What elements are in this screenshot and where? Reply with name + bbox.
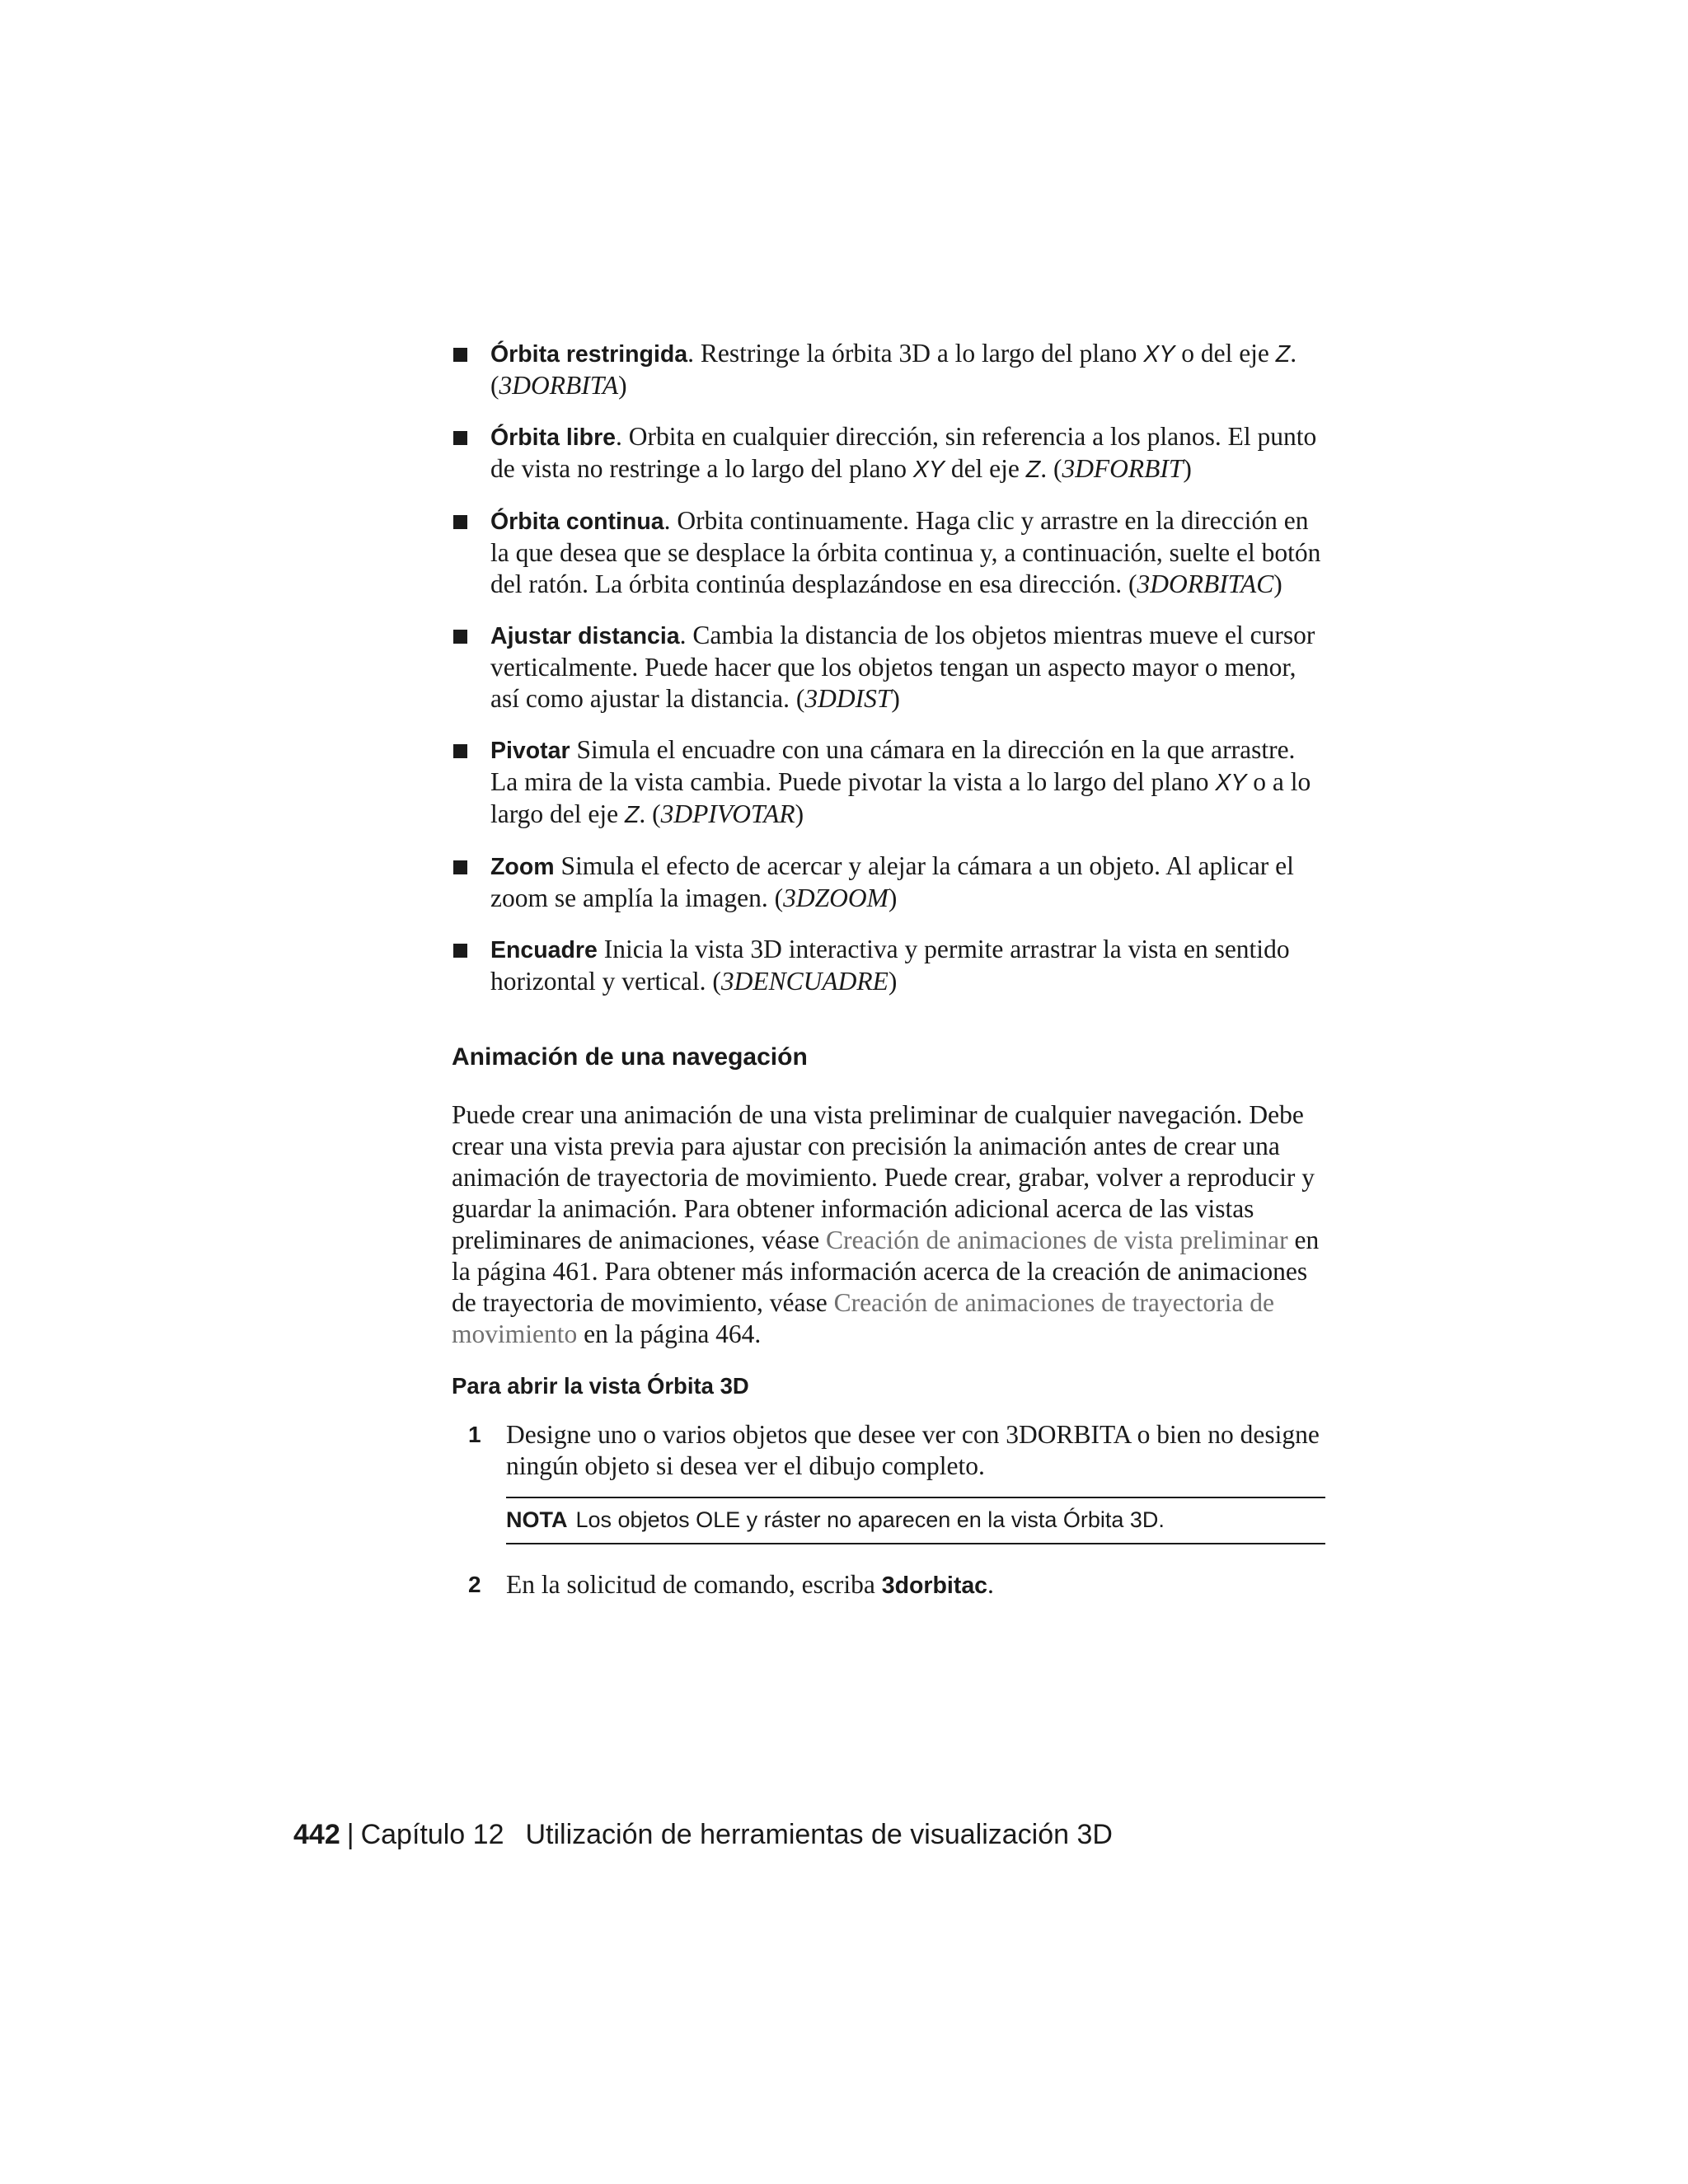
bullet-text: . ( — [639, 799, 661, 828]
bullet-text: ) — [618, 371, 627, 400]
section-paragraph — [452, 1099, 1325, 1350]
footer-separator: | — [346, 1819, 354, 1850]
list-item — [452, 421, 1325, 485]
bullet-term: Ajustar distancia — [490, 623, 680, 649]
note-box — [506, 1497, 1325, 1544]
bullet-text: del eje — [944, 454, 1026, 483]
section-heading: Animación de una navegación — [452, 1043, 808, 1071]
plane-label: XY — [1215, 770, 1247, 796]
bullet-square-icon — [453, 860, 467, 874]
bullet-term: Órbita continua — [490, 509, 664, 535]
step-text: . — [987, 1570, 994, 1599]
axis-label: Z — [1025, 457, 1041, 483]
bullet-text: . ( — [1040, 454, 1062, 483]
command-name: 3DPIVOTAR — [660, 799, 795, 828]
procedure-steps — [452, 1569, 1325, 1601]
command-name: 3DDIST — [804, 684, 892, 713]
step-number: 1 — [468, 1422, 481, 1447]
command-name: 3DORBITA — [499, 371, 619, 400]
bullet-text: . Cambia la distancia de los objetos mientras mueve el cursor verticalmente. Puede hacer que los objetos tengan un aspecto mayor o menor, así como ajustar la distancia. ( — [490, 621, 1315, 713]
paragraph-text: en la página 464. — [577, 1319, 762, 1348]
chapter-title: Utilización de herramientas de visualización 3D — [525, 1819, 1113, 1850]
orbit-mode-list — [452, 338, 1325, 997]
axis-label: Z — [1275, 341, 1291, 368]
command-name: 3DZOOM — [783, 883, 889, 912]
note-label: NOTA — [506, 1507, 568, 1532]
bullet-text: Simula el efecto de acercar y alejar la cámara a un objeto. Al aplicar el zoom se amplía la imagen. ( — [490, 851, 1294, 912]
list-item — [452, 934, 1325, 997]
bullet-text: ) — [888, 883, 898, 912]
command-name: 3DFORBIT — [1062, 454, 1184, 483]
bullet-text: . Restringe la órbita 3D a lo largo del plano — [687, 339, 1144, 368]
bullet-text: ) — [1183, 454, 1192, 483]
plane-label: XY — [1143, 341, 1175, 368]
list-item — [452, 620, 1325, 715]
bullet-text: o del eje — [1175, 339, 1276, 368]
bullet-term: Pivotar — [490, 738, 570, 764]
bullet-text: Simula el encuadre con una cámara en la dirección en la que arrastre. La mira de la vista cambia. Puede pivotar la vista a lo largo del plano — [490, 735, 1296, 796]
note-text: Los objetos OLE y ráster no aparecen en la vista Órbita 3D. — [575, 1507, 1165, 1532]
bullet-term: Órbita libre — [490, 424, 617, 451]
bullet-text: . Orbita en cualquier dirección, sin referencia a los planos. El punto de vista no restringe a lo largo del plano — [490, 422, 1317, 483]
bullet-square-icon — [453, 431, 467, 445]
bullet-text: . Orbita continuamente. Haga clic y arrastre en la dirección en la que desea que se desplace la órbita continua y, a continuación, suelte el botón del ratón. La órbita continúa desplazándose en esa dirección. ( — [490, 506, 1321, 598]
bullet-text: ) — [795, 799, 804, 828]
cross-reference-link[interactable]: Creación de animaciones de trayectoria de movimiento — [452, 1288, 1274, 1348]
bullet-square-icon — [453, 744, 467, 758]
paragraph-text: Puede crear una animación de una vista preliminar de cualquier navegación. Debe crear una vista previa para ajustar con precisión la animación antes de crear una animación de trayectoria de movimiento. Puede crear, grabar, volver a reproducir y guardar la animación. Para obtener información adicional acerca de las vistas preliminares de animaciones, véase — [452, 1100, 1315, 1254]
step-text: Designe uno o varios objetos que desee ver con 3DORBITA o bien no designe ningún objeto si desea ver el dibujo completo. — [506, 1420, 1320, 1480]
bullet-text: ) — [891, 684, 900, 713]
step-number: 2 — [468, 1572, 481, 1597]
list-item — [452, 338, 1325, 401]
command-name: 3DORBITAC — [1137, 569, 1274, 598]
bullet-square-icon — [453, 348, 467, 362]
procedure-heading: Para abrir la vista Órbita 3D — [452, 1373, 749, 1399]
bullet-text: ) — [1273, 569, 1282, 598]
list-item — [452, 734, 1325, 831]
list-item — [452, 851, 1325, 914]
bullet-text: Inicia la vista 3D interactiva y permite arrastrar la vista en sentido horizontal y vertical. ( — [490, 935, 1290, 996]
cross-reference-link[interactable]: Creación de animaciones de vista preliminar — [825, 1226, 1288, 1254]
bullet-text: o a lo largo del eje — [490, 767, 1311, 828]
bullet-square-icon — [453, 944, 467, 958]
chapter-label: Capítulo 12 — [360, 1819, 504, 1850]
command-name: 3DENCUADRE — [720, 967, 889, 996]
procedure-step — [452, 1569, 1325, 1601]
page-number: 442 — [293, 1819, 340, 1850]
procedure-steps — [452, 1419, 1325, 1482]
plane-label: XY — [912, 457, 945, 483]
procedure-step — [452, 1419, 1325, 1482]
bullet-term: Órbita restringida — [490, 341, 688, 368]
bullet-square-icon — [453, 515, 467, 529]
bullet-term: Encuadre — [490, 937, 598, 963]
bullet-square-icon — [453, 630, 467, 644]
page-content — [452, 338, 1325, 1601]
command-input: 3dorbitac — [881, 1572, 988, 1599]
page-footer — [293, 1816, 1113, 1853]
list-item — [452, 505, 1325, 600]
bullet-text: ) — [888, 967, 898, 996]
paragraph-text: en la página 461. Para obtener más información acerca de la creación de animaciones de trayectoria de movimiento, véase — [452, 1226, 1320, 1317]
axis-label: Z — [624, 802, 640, 828]
bullet-term: Zoom — [490, 854, 555, 880]
bullet-text: . ( — [490, 339, 1297, 400]
step-text: En la solicitud de comando, escriba — [506, 1570, 882, 1599]
